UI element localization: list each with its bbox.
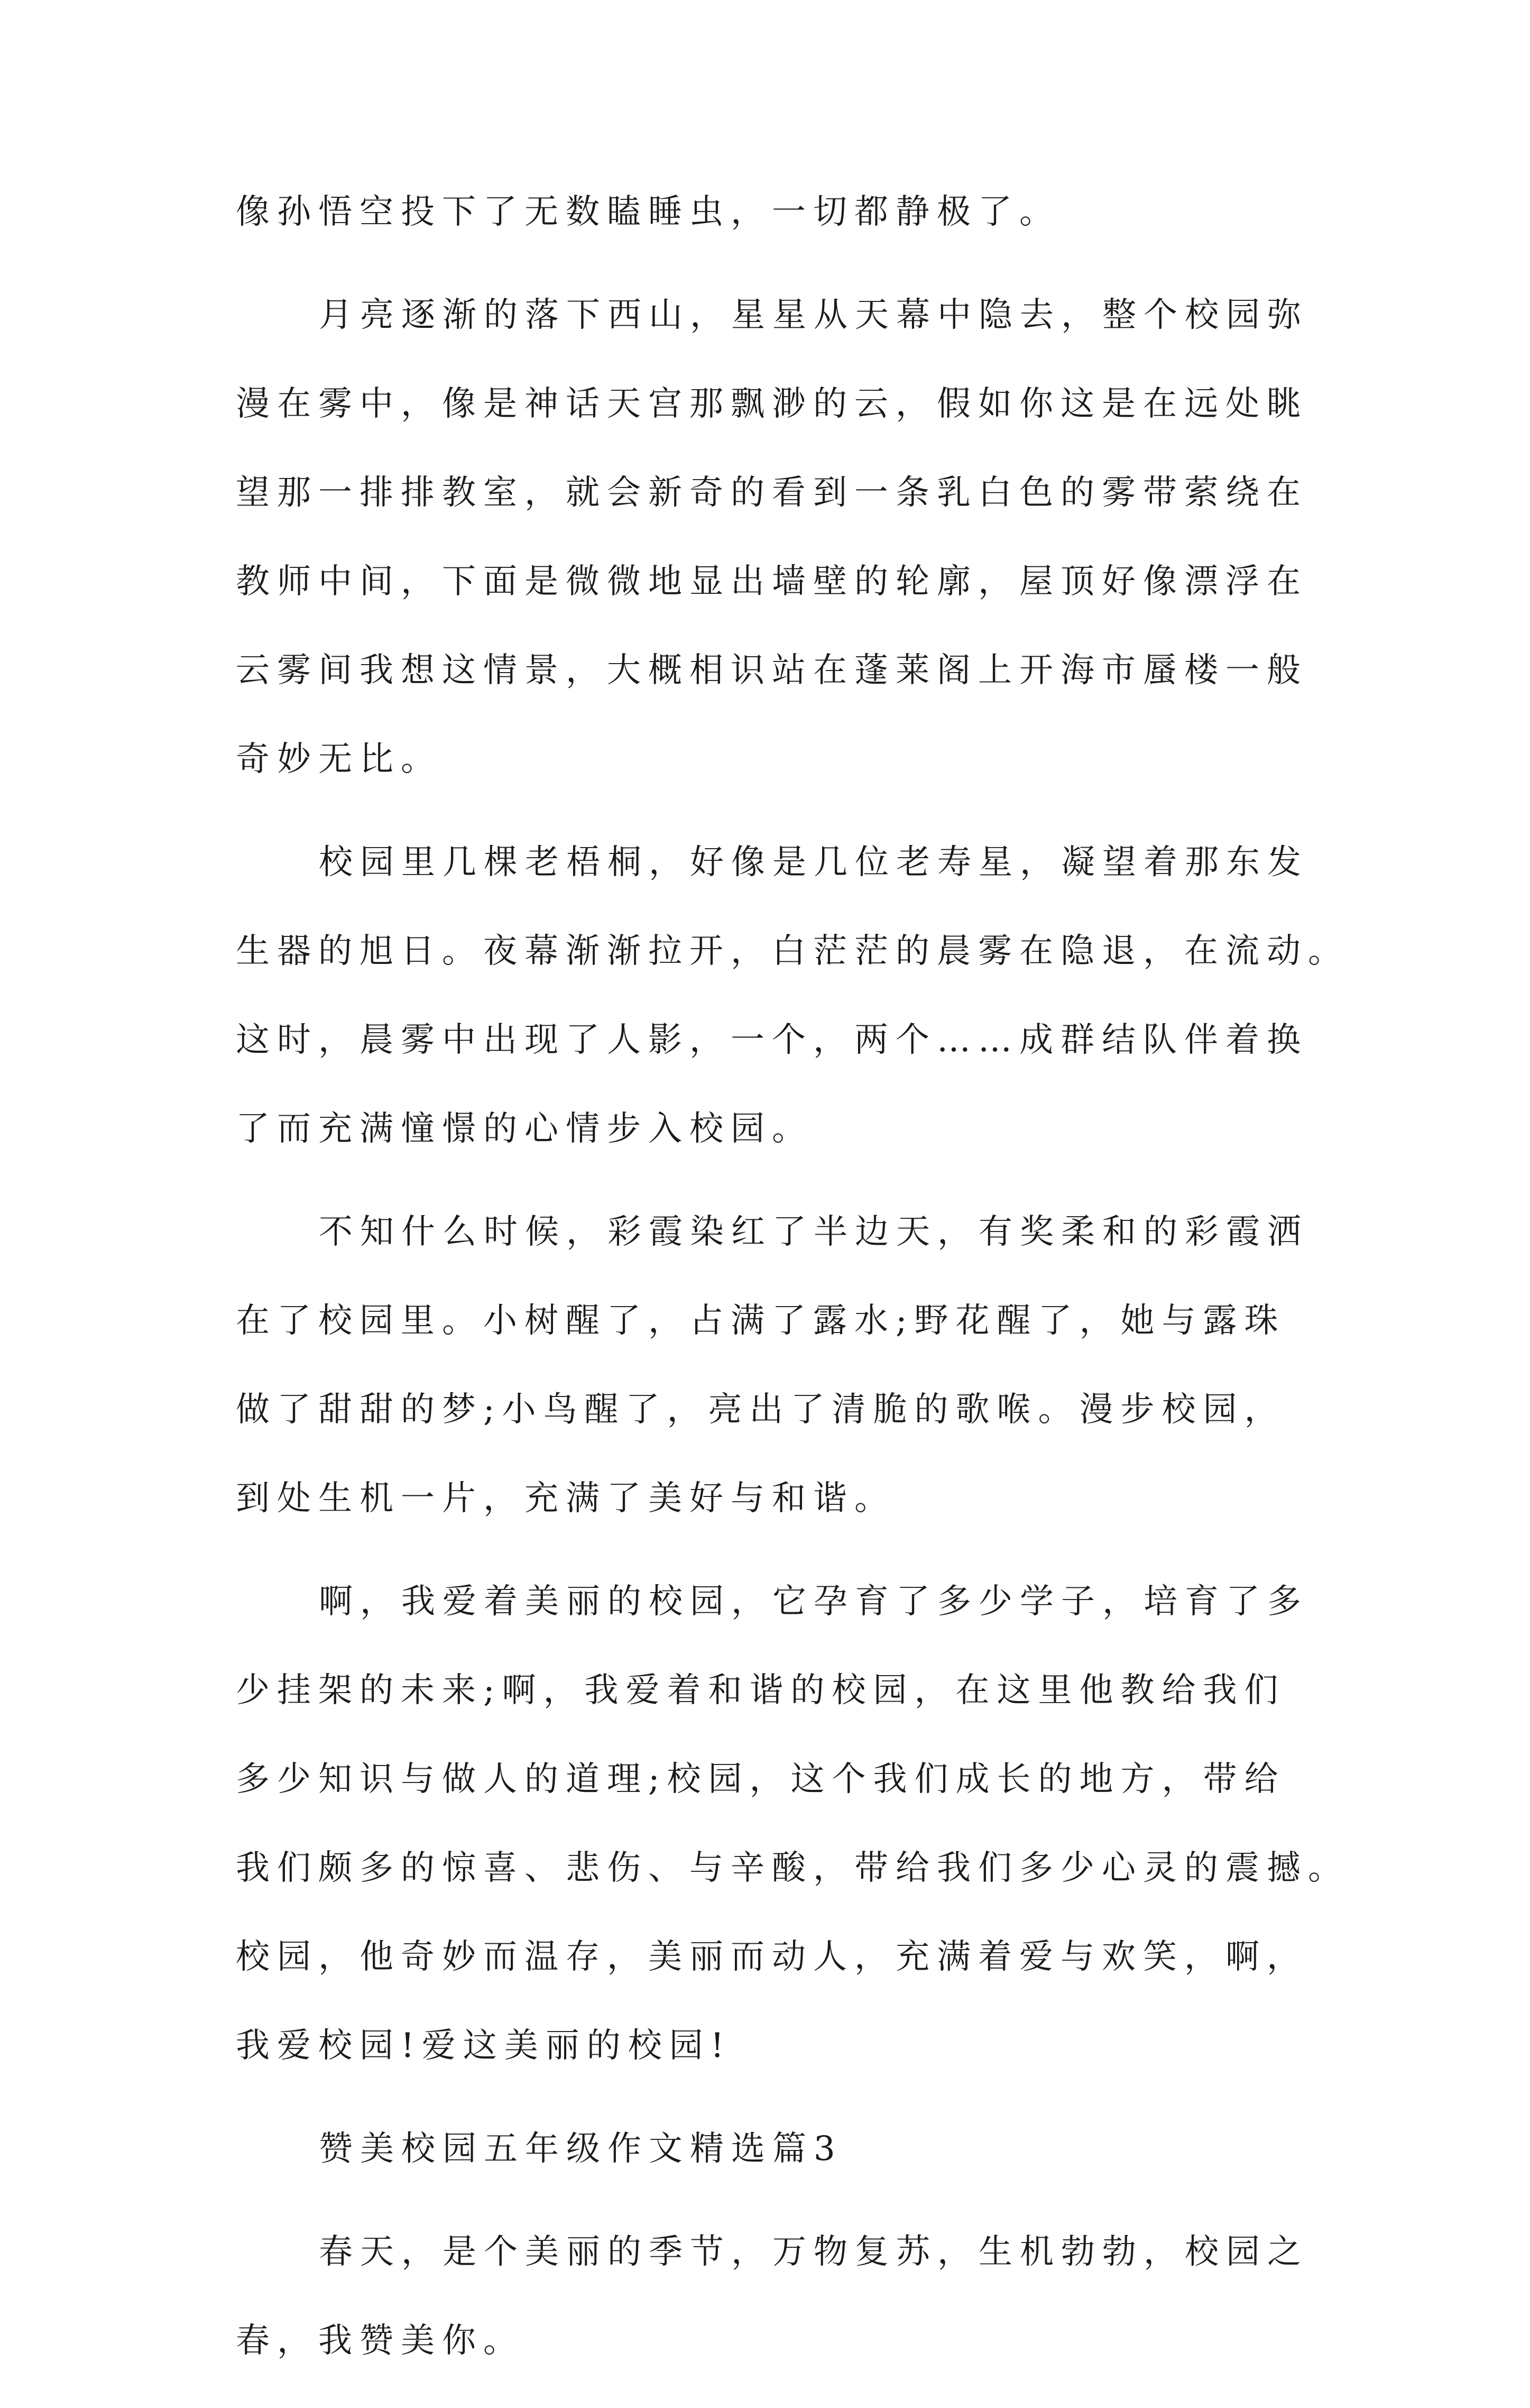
text-line: 生器的旭日。夜幕渐渐拉开，白茫茫的晨雾在隐退，在流动。 [236,932,1349,971]
text-line: 教师中间，下面是微微地显出墙壁的轮廓，屋顶好像漂浮在 [236,562,1308,601]
text-line: 春，我赞美你。 [236,2321,524,2360]
text-line: 校园里几棵老梧桐，好像是几位老寿星，凝望着那东发 [319,843,1308,882]
text-line: 我们颇多的惊喜、悲伤、与辛酸，带给我们多少心灵的震撼。 [236,1849,1349,1888]
text-line: 少挂架的未来;啊，我爱着和谐的校园，在这里他教给我们 [236,1671,1286,1710]
text-line: 望那一排排教室，就会新奇的看到一条乳白色的雾带萦绕在 [236,473,1308,512]
text-line: 啊，我爱着美丽的校园，它孕育了多少学子，培育了多 [319,1582,1308,1621]
text-line: 校园，他奇妙而温存，美丽而动人，充满着爱与欢笑，啊， [236,1937,1308,1977]
text-line: 奇妙无比。 [236,740,442,779]
text-line: 云雾间我想这情景，大概相识站在蓬莱阁上开海市蜃楼一般 [236,651,1308,690]
text-line: 像孙悟空投下了无数瞌睡虫，一切都静极了。 [236,192,1061,232]
text-line: 多少知识与做人的道理;校园，这个我们成长的地方，带给 [236,1760,1286,1799]
text-line: 这时，晨雾中出现了人影，一个，两个……成群结队伴着换 [236,1021,1308,1060]
document-body [236,190,1349,2408]
text-line: 不知什么时候，彩霞染红了半边天，有奖柔和的彩霞洒 [319,1212,1308,1252]
text-line: 了而充满憧憬的心情步入校园。 [236,1109,813,1148]
text-line: 到处生机一片，充满了美好与和谐。 [236,1479,896,1518]
section-heading: 赞美校园五年级作文精选篇3 [319,2129,843,2168]
text-line: 在了校园里。小树醒了，占满了露水;野花醒了，她与露珠 [236,1301,1286,1340]
text-line: 春天，是个美丽的季节，万物复苏，生机勃勃，校园之 [319,2232,1308,2272]
text-line: 漫在雾中，像是神话天宫那飘渺的云，假如你这是在远处眺 [236,384,1308,424]
text-line: 月亮逐渐的落下西山，星星从天幕中隐去，整个校园弥 [319,296,1308,335]
text-line: 做了甜甜的梦;小鸟醒了，亮出了清脆的歌喉。漫步校园， [236,1390,1286,1429]
text-line: 我爱校园!爱这美丽的校园! [236,2026,732,2065]
